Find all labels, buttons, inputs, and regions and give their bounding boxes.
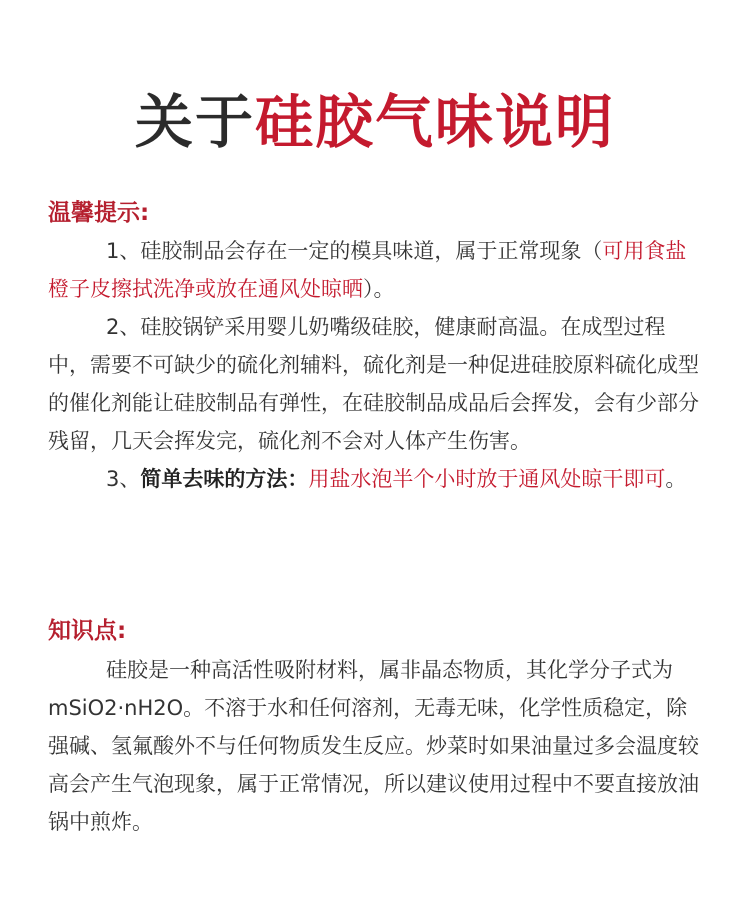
tip-3-highlight: 用盐水泡半个小时放于通风处晾干即可	[308, 467, 666, 491]
title-part-red: 硅胶气味说明	[255, 88, 616, 156]
tips-section	[48, 198, 704, 498]
tip-paragraph-2: 2、硅胶锅铲采用婴儿奶嘴级硅胶，健康耐高温。在成型过程中，需要不可缺少的硫化剂辅料，硫化剂是一种促进硅胶原料硫化成型的催化剂能让硅胶制品有弹性，在硅胶制品成品后会挥发，会有少部分残留，几天会挥发完，硫化剂不会对人体产生伤害。	[48, 315, 699, 453]
tip-3-end: 。	[665, 467, 687, 491]
title-part-dark: 关于	[134, 88, 255, 156]
tip-paragraph-3	[48, 460, 704, 498]
tip-1-end: ）。	[363, 277, 395, 301]
tip-paragraph-1	[48, 232, 704, 308]
tip-1-text: 1、硅胶制品会存在一定的模具味道，属于正常现象（	[106, 239, 603, 263]
tips-heading: 温馨提示:	[48, 200, 150, 226]
knowledge-heading: 知识点:	[48, 618, 127, 644]
tip-3-bold: 简单去味的方法：	[140, 467, 309, 491]
tip-1-highlight: 可用食盐橙子皮擦拭洗净或放在通风处晾晒	[48, 239, 687, 301]
knowledge-paragraph: 硅胶是一种高活性吸附材料，属非晶态物质，其化学分子式为mSiO2·nH2O。不溶于水和任何溶剂，无毒无味，化学性质稳定，除强碱、氢氟酸外不与任何物质发生反应。炒菜时如果油量过多会温度较高会产生气泡现象，属于正常情况，所以建议使用过程中不要直接放油锅中煎炸。	[48, 658, 699, 834]
tip-3-number: 3、	[106, 467, 141, 491]
page-title	[0, 86, 750, 158]
knowledge-section	[48, 616, 704, 841]
